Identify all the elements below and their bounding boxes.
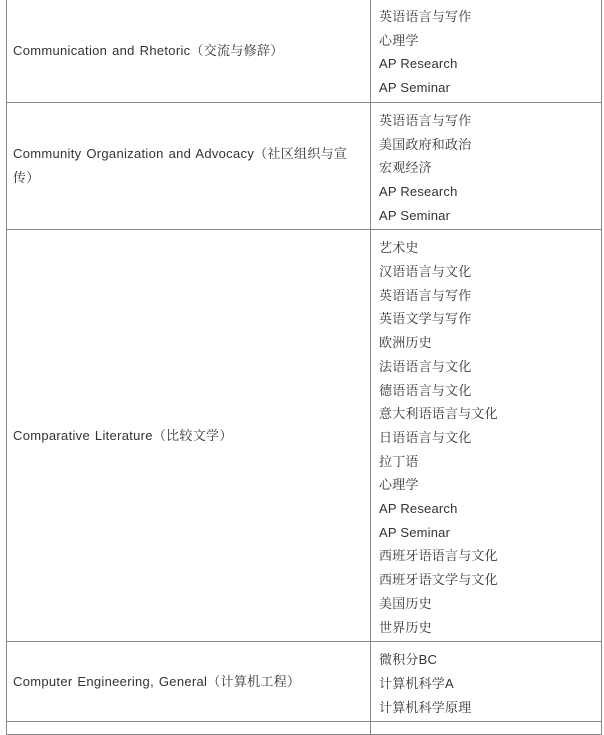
major-cell (7, 230, 371, 641)
course-list (371, 0, 601, 102)
course-item: 欧洲历史 (379, 335, 432, 351)
course-item: 日语语言与文化 (379, 429, 472, 445)
course-item: 西班牙语语言与文化 (379, 548, 498, 564)
course-item: 英语文学与写作 (379, 311, 472, 327)
course-item: AP Research (379, 183, 458, 199)
course-item: 德语语言与文化 (379, 382, 472, 398)
course-item: 美国历史 (379, 595, 432, 611)
major-name: Communication and Rhetoric（交流与修辞） (13, 42, 284, 58)
course-item: 计算机科学A (379, 675, 454, 691)
course-item: AP Seminar (379, 207, 451, 223)
major-cell (7, 722, 371, 734)
course-item: 心理学 (379, 477, 419, 493)
major-name: Community Organization and Advocacy（社区组织与宣传） (13, 146, 348, 186)
course-item: 心理学 (379, 32, 419, 48)
course-list (371, 230, 601, 641)
course-item: AP Seminar (379, 524, 451, 540)
course-item: 拉丁语 (379, 453, 419, 469)
course-list (371, 103, 601, 230)
course-item: 英语语言与写作 (379, 287, 472, 303)
course-item: 法语语言与文化 (379, 358, 472, 374)
course-item: 美国政府和政治 (379, 136, 472, 152)
major-cell (7, 0, 371, 102)
course-item: AP Research (379, 501, 458, 517)
course-item: 世界历史 (379, 619, 432, 635)
course-list (371, 722, 601, 734)
course-item: 英语语言与写作 (379, 112, 472, 128)
table-row (6, 103, 602, 231)
course-item: 汉语语言与文化 (379, 264, 472, 280)
course-item: 微积分BC (379, 652, 438, 668)
course-item: 艺术史 (379, 240, 419, 256)
course-list (371, 642, 601, 721)
major-cell (7, 103, 371, 230)
course-item: 计算机科学原理 (379, 699, 472, 715)
table-row (6, 230, 602, 642)
course-item: AP Seminar (379, 80, 451, 96)
table-row (6, 642, 602, 722)
table-row (6, 0, 602, 103)
major-name: Computer Engineering, General（计算机工程） (13, 673, 301, 689)
course-item: 英语语言与写作 (379, 9, 472, 24)
course-item: 西班牙语文学与文化 (379, 572, 498, 588)
major-name: Comparative Literature（比较文学） (13, 427, 233, 443)
table-row (6, 722, 602, 735)
major-cell (7, 642, 371, 721)
course-item: 意大利语语言与文化 (379, 406, 498, 422)
major-course-table (6, 0, 602, 735)
course-item: 宏观经济 (379, 160, 432, 176)
course-item: AP Research (379, 56, 458, 72)
